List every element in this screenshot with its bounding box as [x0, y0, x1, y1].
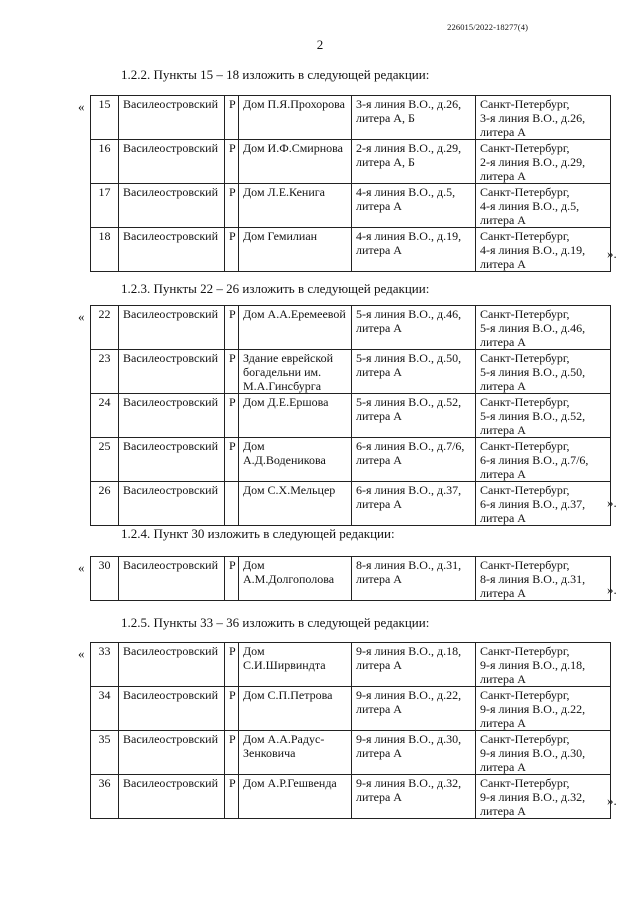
address-cell: Санкт-Петербург, 9-я линия В.О., д.32, литера А: [476, 775, 611, 819]
object-name-cell: Дом Д.Е.Ершова: [239, 394, 352, 438]
district-cell: Василеостровский: [119, 687, 225, 731]
page-number: 2: [316, 37, 324, 52]
object-name-cell: Дом А.Д.Воденикова: [239, 438, 352, 482]
table-row: [91, 557, 611, 601]
address-cell: Санкт-Петербург, 9-я линия В.О., д.30, литера А: [476, 731, 611, 775]
table-row: [91, 775, 611, 819]
register-table: [90, 556, 611, 601]
location-cell: 9-я линия В.О., д.22, литера А: [352, 687, 476, 731]
table-row: [91, 184, 611, 228]
address-cell: Санкт-Петербург, 2-я линия В.О., д.29, литера А: [476, 140, 611, 184]
address-cell: Санкт-Петербург, 4-я линия В.О., д.19, литера А: [476, 228, 611, 272]
district-cell: Василеостровский: [119, 96, 225, 140]
item-number: 26: [91, 482, 119, 526]
district-cell: Василеостровский: [119, 350, 225, 394]
district-cell: Василеостровский: [119, 306, 225, 350]
address-cell: Санкт-Петербург, 4-я линия В.О., д.5, литера А: [476, 184, 611, 228]
district-cell: Василеостровский: [119, 643, 225, 687]
district-cell: Василеостровский: [119, 775, 225, 819]
location-cell: 9-я линия В.О., д.32, литера А: [352, 775, 476, 819]
item-number: 36: [91, 775, 119, 819]
item-number: 17: [91, 184, 119, 228]
table-row: [91, 140, 611, 184]
object-name-cell: Здание еврейской богадельни им. М.А.Гинсбурга: [239, 350, 352, 394]
table-row: [91, 394, 611, 438]
item-number: 23: [91, 350, 119, 394]
location-cell: 5-я линия В.О., д.50, литера А: [352, 350, 476, 394]
item-number: 16: [91, 140, 119, 184]
location-cell: 4-я линия В.О., д.5, литера А: [352, 184, 476, 228]
location-cell: 9-я линия В.О., д.30, литера А: [352, 731, 476, 775]
item-number: 34: [91, 687, 119, 731]
location-cell: 6-я линия В.О., д.37, литера А: [352, 482, 476, 526]
item-number: 15: [91, 96, 119, 140]
address-cell: Санкт-Петербург, 5-я линия В.О., д.52, литера А: [476, 394, 611, 438]
closing-quote: ».: [607, 246, 617, 261]
table-row: [91, 643, 611, 687]
register-table: [90, 95, 611, 272]
category-cell: Р: [225, 350, 239, 394]
address-cell: Санкт-Петербург, 6-я линия В.О., д.37, литера А: [476, 482, 611, 526]
item-number: 22: [91, 306, 119, 350]
category-cell: Р: [225, 228, 239, 272]
table-row: [91, 482, 611, 526]
location-cell: 5-я линия В.О., д.46, литера А: [352, 306, 476, 350]
section-heading: 1.2.3. Пункты 22 – 26 изложить в следующей редакции:: [121, 281, 430, 296]
table-row: [91, 438, 611, 482]
location-cell: 4-я линия В.О., д.19, литера А: [352, 228, 476, 272]
category-cell: Р: [225, 643, 239, 687]
category-cell: Р: [225, 775, 239, 819]
category-cell: Р: [225, 184, 239, 228]
address-cell: Санкт-Петербург, 9-я линия В.О., д.22, литера А: [476, 687, 611, 731]
item-number: 18: [91, 228, 119, 272]
district-cell: Василеостровский: [119, 228, 225, 272]
location-cell: 8-я линия В.О., д.31, литера А: [352, 557, 476, 601]
table-row: [91, 306, 611, 350]
category-cell: Р: [225, 731, 239, 775]
closing-quote: ».: [607, 495, 617, 510]
category-cell: Р: [225, 96, 239, 140]
object-name-cell: Дом С.П.Петрова: [239, 687, 352, 731]
register-table: [90, 642, 611, 819]
section-heading: 1.2.2. Пункты 15 – 18 изложить в следующей редакции:: [121, 67, 430, 82]
item-number: 25: [91, 438, 119, 482]
location-cell: 9-я линия В.О., д.18, литера А: [352, 643, 476, 687]
address-cell: Санкт-Петербург, 3-я линия В.О., д.26, литера А: [476, 96, 611, 140]
category-cell: Р: [225, 687, 239, 731]
table-row: [91, 731, 611, 775]
table-row: [91, 228, 611, 272]
closing-quote: ».: [607, 793, 617, 808]
closing-quote: ».: [607, 582, 617, 597]
object-name-cell: Дом А.А.Радус- Зенковича: [239, 731, 352, 775]
item-number: 35: [91, 731, 119, 775]
section-heading: 1.2.4. Пункт 30 изложить в следующей редакции:: [121, 526, 395, 541]
district-cell: Василеостровский: [119, 140, 225, 184]
district-cell: Василеостровский: [119, 557, 225, 601]
opening-quote: «: [78, 99, 85, 114]
opening-quote: «: [78, 560, 85, 575]
location-cell: 2-я линия В.О., д.29, литера А, Б: [352, 140, 476, 184]
category-cell: [225, 482, 239, 526]
district-cell: Василеостровский: [119, 394, 225, 438]
document-id: 226015/2022-18277(4): [447, 22, 528, 32]
object-name-cell: Дом С.И.Ширвиндта: [239, 643, 352, 687]
object-name-cell: Дом А.Р.Гешвенда: [239, 775, 352, 819]
object-name-cell: Дом А.А.Еремеевой: [239, 306, 352, 350]
district-cell: Василеостровский: [119, 482, 225, 526]
table-row: [91, 350, 611, 394]
address-cell: Санкт-Петербург, 5-я линия В.О., д.50, литера А: [476, 350, 611, 394]
district-cell: Василеостровский: [119, 184, 225, 228]
register-table: [90, 305, 611, 526]
opening-quote: «: [78, 646, 85, 661]
item-number: 30: [91, 557, 119, 601]
item-number: 24: [91, 394, 119, 438]
category-cell: Р: [225, 140, 239, 184]
category-cell: Р: [225, 557, 239, 601]
object-name-cell: Дом П.Я.Прохорова: [239, 96, 352, 140]
district-cell: Василеостровский: [119, 438, 225, 482]
table-row: [91, 96, 611, 140]
address-cell: Санкт-Петербург, 6-я линия В.О., д.7/6, литера А: [476, 438, 611, 482]
object-name-cell: Дом И.Ф.Смирнова: [239, 140, 352, 184]
location-cell: 6-я линия В.О., д.7/6, литера А: [352, 438, 476, 482]
category-cell: Р: [225, 394, 239, 438]
item-number: 33: [91, 643, 119, 687]
location-cell: 5-я линия В.О., д.52, литера А: [352, 394, 476, 438]
address-cell: Санкт-Петербург, 8-я линия В.О., д.31, литера А: [476, 557, 611, 601]
object-name-cell: Дом Л.Е.Кенига: [239, 184, 352, 228]
object-name-cell: Дом Гемилиан: [239, 228, 352, 272]
object-name-cell: Дом С.Х.Мельцер: [239, 482, 352, 526]
section-heading: 1.2.5. Пункты 33 – 36 изложить в следующей редакции:: [121, 615, 430, 630]
table-row: [91, 687, 611, 731]
location-cell: 3-я линия В.О., д.26, литера А, Б: [352, 96, 476, 140]
address-cell: Санкт-Петербург, 9-я линия В.О., д.18, литера А: [476, 643, 611, 687]
address-cell: Санкт-Петербург, 5-я линия В.О., д.46, литера А: [476, 306, 611, 350]
category-cell: Р: [225, 306, 239, 350]
opening-quote: «: [78, 309, 85, 324]
district-cell: Василеостровский: [119, 731, 225, 775]
category-cell: Р: [225, 438, 239, 482]
object-name-cell: Дом А.М.Долгополова: [239, 557, 352, 601]
